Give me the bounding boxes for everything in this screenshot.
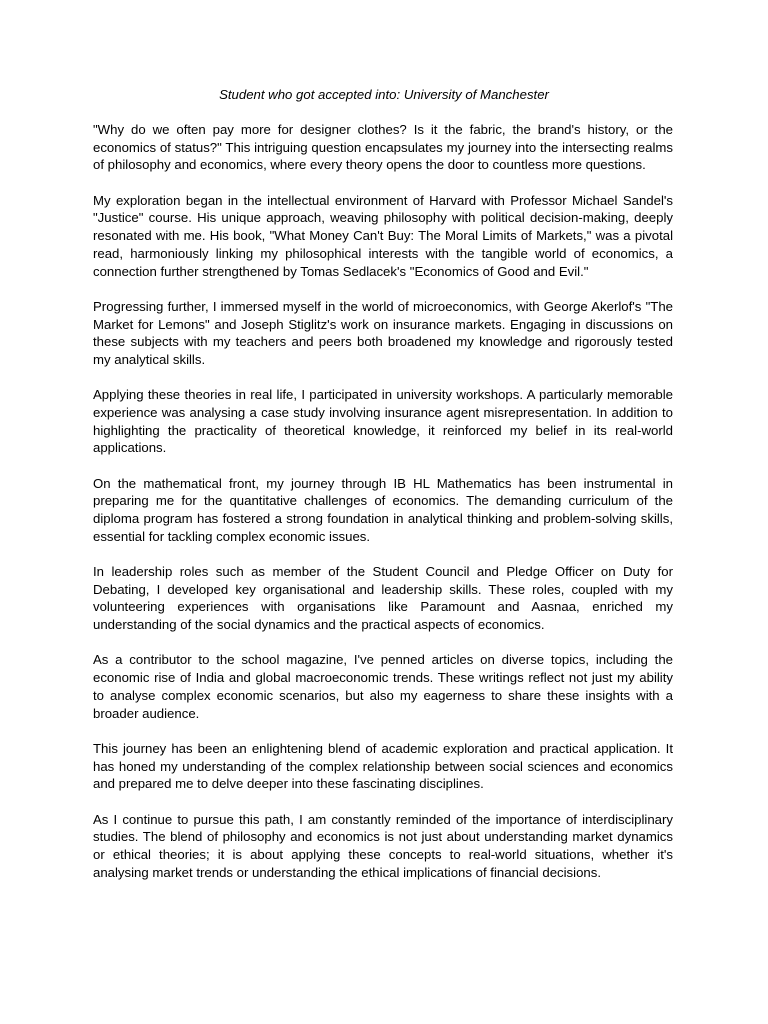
paragraph: As a contributor to the school magazine, I've penned articles on diverse topics, including the economic rise of India and global macroeconomic trends. These writings reflect not just my ability to analyse complex economic scenarios, but also my eagerness to share these insights with a broader audience.: [93, 652, 673, 721]
paragraph: My exploration began in the intellectual environment of Harvard with Professor Michael Sandel's "Justice" course. His unique approach, weaving philosophy with political decision-making, deeply resonated with me. His book, "What Money Can't Buy: The Moral Limits of Markets," was a pivotal read, harmoniously linking my philosophical interests with the tangible world of economics, a connection further strengthened by Tomas Sedlacek's "Economics of Good and Evil.": [93, 192, 673, 279]
paragraph: In leadership roles such as member of the Student Council and Pledge Officer on Duty for Debating, I developed key organisational and leadership skills. These roles, coupled with my volunteering experiences with organisations like Paramount and Aasnaa, enriched my understanding of the social dynamics and the practical aspects of economics.: [93, 564, 673, 633]
document-title: Student who got accepted into: University of Manchester: [219, 87, 549, 102]
paragraph: On the mathematical front, my journey through IB HL Mathematics has been instrumental in preparing me for the quantitative challenges of economics. The demanding curriculum of the diploma program has fostered a strong foundation in analytical thinking and problem-solving skills, essential for tackling complex economic issues.: [93, 475, 673, 544]
paragraph: "Why do we often pay more for designer clothes? Is it the fabric, the brand's history, or the economics of status?" This intriguing question encapsulates my journey into the intersecting realms of philosophy and economics, where every theory opens the door to countless more questions.: [93, 122, 673, 173]
paragraph: Progressing further, I immersed myself in the world of microeconomics, with George Akerlof's "The Market for Lemons" and Joseph Stiglitz's work on insurance markets. Engaging in discussions on these subjects with my teachers and peers both broadened my knowledge and rigorously tested my analytical skills.: [93, 298, 673, 367]
paragraph: As I continue to pursue this path, I am constantly reminded of the importance of interdisciplinary studies. The blend of philosophy and economics is not just about understanding market dynamics or ethical theories; it is about applying these concepts to real-world situations, whether it's analysing market trends or understanding the ethical implications of financial decisions.: [93, 811, 673, 880]
paragraph: This journey has been an enlightening blend of academic exploration and practical application. It has honed my understanding of the complex relationship between social sciences and economics and prepared me to delve deeper into these fascinating disciplines.: [93, 740, 673, 792]
document-body: [93, 121, 673, 899]
paragraph: Applying these theories in real life, I participated in university workshops. A particularly memorable experience was analysing a case study involving insurance agent misrepresentation. In addition to highlighting the practicality of theoretical knowledge, it reinforced my belief in its real-world applications.: [93, 387, 673, 456]
